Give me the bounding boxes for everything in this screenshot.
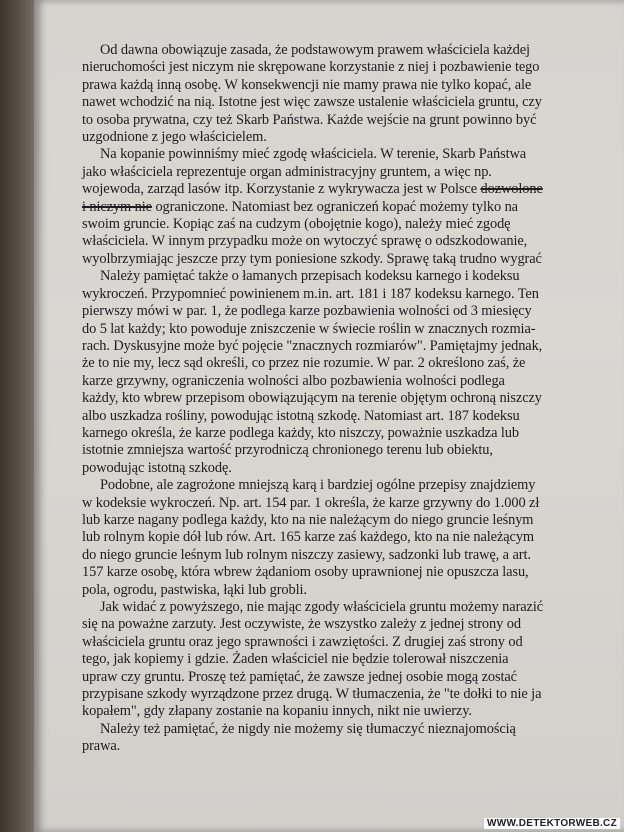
text-line: 157 karze osobę, która wbrew żądaniom osoby uprawnionej nie opuszcza lasu, — [82, 564, 529, 581]
text-line — [82, 181, 620, 198]
text-line: właściciela gruntu oraz jego sprawności i zawziętości. Z drugiej zaś strony od — [82, 633, 523, 650]
text-line: właściciela. W innym przypadku może on wytoczyć sprawę o odszkodowanie, — [82, 233, 528, 250]
text-line: to osoba prywatna, czy też Skarb Państwa. Każde wejście na grunt powinno być — [82, 111, 537, 128]
text-line: upraw czy gruntu. Proszę też pamiętać, że zawsze jednej osobie mogą zostać — [82, 668, 517, 685]
text-line: nawet wchodzić na nią. Istotne jest więc zawsze ustalenie właściciela gruntu, czy — [82, 94, 542, 111]
background-edge — [0, 0, 36, 832]
text-line: karze grzywny, ograniczenia wolności albo pozbawienia wolności podlega — [82, 372, 505, 389]
text-line: powodując istotną szkodę. — [82, 459, 232, 476]
text-line: tego, jak kopiemy i gdzie. Żaden właściciel nie będzie tolerował niszczenia — [82, 651, 509, 668]
text-segment: wojewoda, zarząd lasów itp. Korzystanie z wykrywacza jest w Polsce — [82, 181, 477, 198]
text-line: każdy, kto wbrew przepisom obowiązującym na terenie objętym ochroną niszczy — [82, 390, 542, 407]
text-line: Należy pamiętać także o łamanych przepisach kodeksu karnego i kodeksu — [100, 268, 520, 285]
text-line: albo uszkadza rośliny, powodując istotną szkodę. Natomiast art. 187 kodeksu — [82, 407, 520, 424]
text-line: do niego gruncie leśnym lub rolnym niszczy zasiewy, sadzonki lub trawę, a art. — [82, 546, 531, 563]
text-line: prawa każdą inną osobę. W konsekwencji nie mamy prawa nie tylko kopać, ale — [82, 76, 532, 93]
text-line: karnego określa, że karze podlega każdy, kto niszczy, poważnie uszkadza lub — [82, 424, 519, 441]
text-line: pola, ogrodu, pastwiska, łąki lub grobli. — [82, 581, 307, 598]
text-line: pierwszy mówi w par. 1, że podlega karze pozbawienia wolności od 3 miesięcy — [82, 303, 532, 320]
text-line: Należy też pamiętać, że nigdy nie możemy się tłumaczyć nieznajomością — [100, 720, 516, 737]
text-line — [82, 199, 620, 216]
text-line: lub rolnym kopie dół lub rów. Art. 165 karze zaś każdego, kto na nie należącym — [82, 529, 535, 546]
text-line: wykroczeń. Przypomnieć powinienem m.in. art. 181 i 187 kodeksu karnego. Ten — [82, 285, 539, 302]
text-line: wyolbrzymiając jeszcze przy tym poniesione szkody. Sprawę taką trudno wygrać — [82, 250, 542, 267]
text-line: istotnie zmniejsza wartość przyrodniczą chronionego terenu lub obiektu, — [82, 442, 493, 459]
text-line: Na kopanie powinniśmy mieć zgodę właściciela. W terenie, Skarb Państwa — [100, 146, 527, 163]
text-line: kopałem", gdy złapany zostanie na kopaniu innych, nikt nie uwierzy. — [82, 703, 472, 720]
text-line: rach. Dyskusyjne może być pojęcie "znacznych rozmiarów". Pamiętajmy jednak, — [82, 337, 543, 354]
text-line: w kodeksie wykroczeń. Np. art. 154 par. 1 określa, że karze grzywny do 1.000 zł — [82, 494, 540, 511]
text-line: się na poważne zarzuty. Jest oczywiste, że wszystko zależy z jednej strony od — [82, 616, 521, 633]
text-line: jako właściciela reprezentuje organ administracyjny gruntem, a więc np. — [82, 163, 492, 180]
text-line: swoim gruncie. Kopiąc zaś na cudzym (obojętnie kogo), należy mieć zgodę — [82, 216, 511, 233]
watermark: WWW.DETEKTORWEB.CZ — [484, 818, 620, 829]
text-line: uzgodnione z jego właścicielem. — [82, 129, 267, 146]
text-line: Jak widać z powyższego, nie mając zgody właściciela gruntu możemy narazić — [100, 599, 544, 615]
article-body — [82, 42, 620, 756]
struck-text: dozwolone — [480, 181, 543, 198]
text-segment: ograniczone. Natomiast bez ograniczeń kopać możemy tylko na — [155, 198, 518, 215]
text-line: Podobne, ale zagrożone mniejszą karą i bardziej ogólne przepisy znajdziemy — [100, 477, 536, 494]
text-line: prawa. — [82, 738, 121, 755]
text-line: do 5 lat każdy; kto powoduje zniszczenie w świecie roślin w znacznych rozmia- — [82, 320, 536, 337]
text-line: Od dawna obowiązuje zasada, że podstawowym prawem właściciela każdej — [100, 42, 530, 58]
struck-text: i niczym nie — [82, 198, 152, 215]
document-page — [34, 0, 624, 832]
text-line: że to nie my, lecz sąd określi, co przez nie rozumie. W par. 2 określono zaś, że — [82, 355, 526, 372]
text-line: nieruchomości jest niczym nie skrępowane korzystanie z niej i pozbawienie tego — [82, 59, 540, 76]
text-line: przypisane szkody wyrządzone przez drugą. W tłumaczenia, że "te dołki to nie ja — [82, 686, 542, 703]
text-line: lub karze nagany podlega każdy, kto na nie należącym do niego gruncie leśnym — [82, 511, 534, 528]
